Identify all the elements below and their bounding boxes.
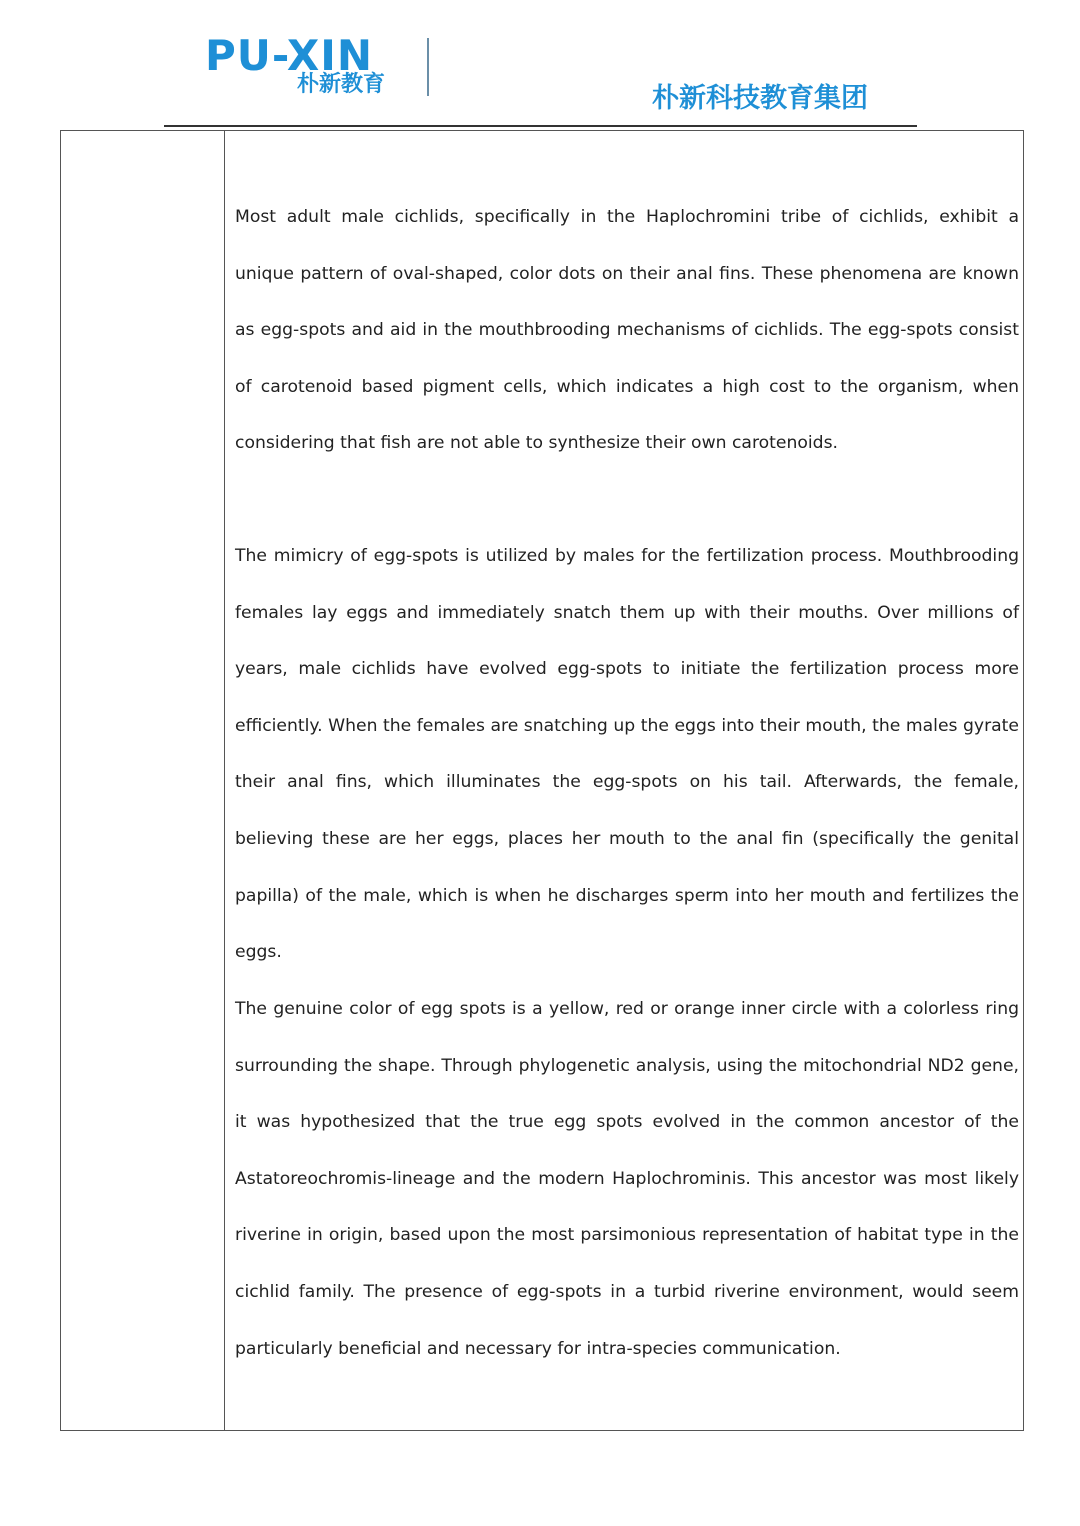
header-rule (164, 125, 917, 127)
page-header (0, 0, 1080, 130)
paragraph: The genuine color of egg spots is a yellow, red or orange inner circle with a colorless ring surrounding the shape. Through phylogenetic analysis, using the mitochondrial ND2 gene, it was hypothesized that the true egg spots evolved in the common ancestor of the Astatoreochromis-lineage and the modern Haplochrominis. This ancestor was most likely riverine in origin, based upon the most parsimonious representation of habitat type in the cichlid family. The presence of egg-spots in a turbid riverine environment, would seem particularly beneficial and necessary for intra-species communication. (235, 999, 1019, 1359)
content-table (60, 130, 1024, 1431)
logo-divider (427, 38, 429, 96)
logo-chinese-name: 朴新教育 (297, 72, 386, 97)
paragraph: The mimicry of egg-spots is utilized by males for the fertilization process. Mouthbrooding females lay eggs and immediately snatch them up with their mouths. Over millions of years, male cichlids have evolved egg-spots to initiate the fertilization process more efficiently. When the females are snatching up the eggs into their mouth, the males gyrate their anal fins, which illuminates the egg-spots on his tail. Afterwards, the female, believing these are her eggs, places her mouth to the anal fin (specifically the genital papilla) of the male, which is when he discharges sperm into her mouth and fertilizes the eggs. (235, 546, 1019, 963)
table-label-cell (61, 131, 225, 1430)
puxin-logo (205, 31, 410, 98)
paragraph: Most adult male cichlids, specifically in the Haplochromini tribe of cichlids, exhibit a unique pattern of oval-shaped, color dots on their anal fins. These phenomena are known as egg-spots and aid in the mouthbrooding mechanisms of cichlids. The egg-spots consist of carotenoid based pigment cells, which indicates a high cost to the organism, when considering that fish are not able to synthesize their own carotenoids. (235, 207, 1019, 454)
logo-wordmark: PU-XIN (205, 31, 374, 80)
table-content-cell (225, 131, 1024, 1430)
group-name: 朴新科技教育集团 (652, 83, 868, 114)
